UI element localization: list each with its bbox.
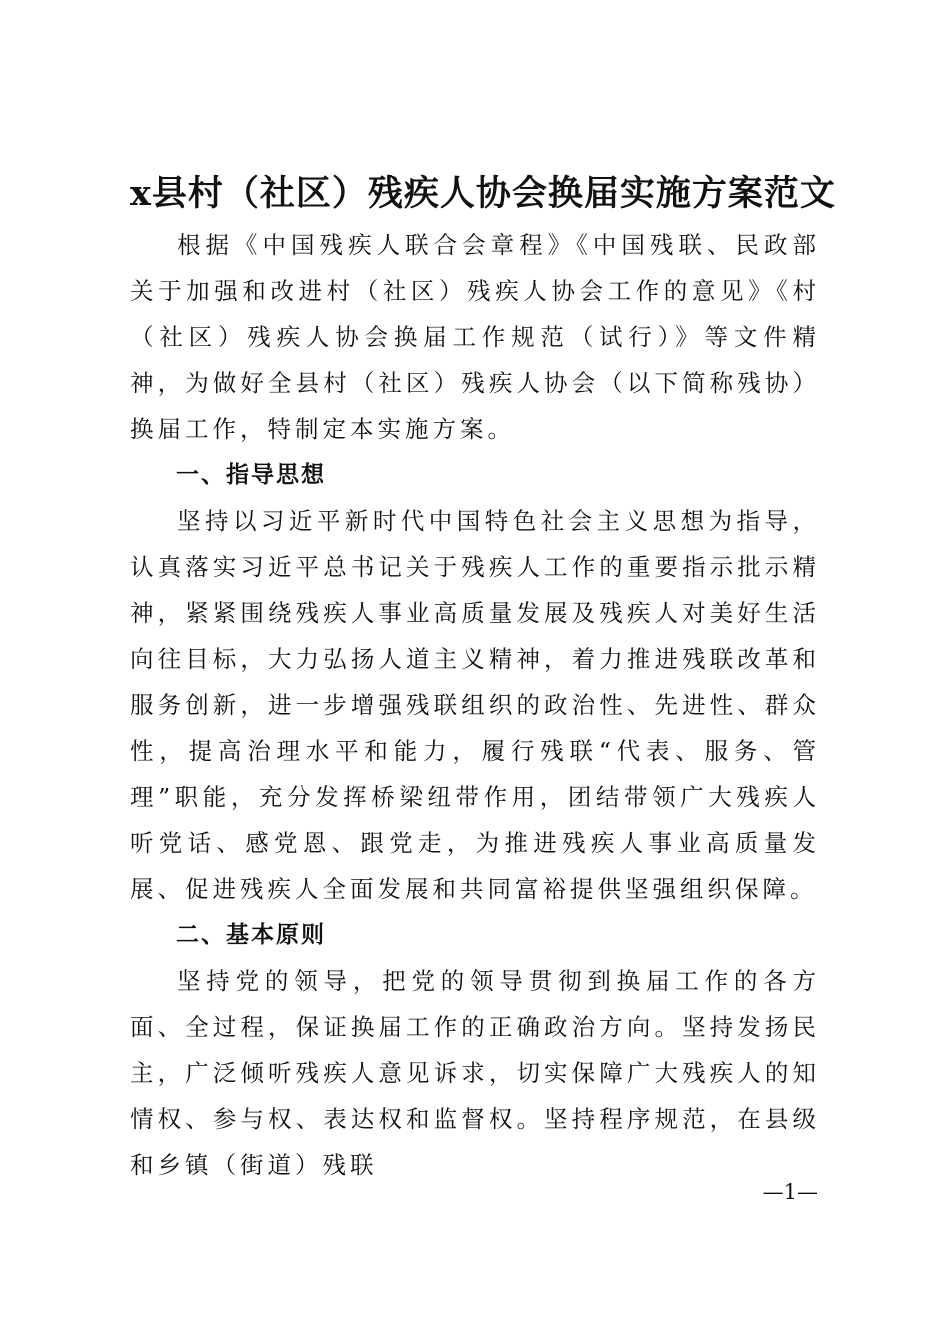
page-number: —1—	[762, 1180, 818, 1204]
document-title: x县村（社区）残疾人协会换届实施方案范文	[130, 173, 836, 214]
section-paragraph-basic-principles: 坚持党的领导，把党的领导贯彻到换届工作的各方面、全过程，保证换届工作的正确政治方向。坚持发扬民主，广泛倾听残疾人意见诉求，切实保障广大残疾人的知情权、参与权、表达权和监督权。坚持程序规范，在县级和乡镇（街道）残联	[130, 967, 820, 1179]
section-paragraph-guiding-ideology: 坚持以习近平新时代中国特色社会主义思想为指导，认真落实习近平总书记关于残疾人工作的重要指示批示精神，紧紧围绕残疾人事业高质量发展及残疾人对美好生活向往目标，大力弘扬人道主义精神，着力推进残联改革和服务创新，进一步增强残联组织的政治性、先进性、群众性，提高治理水平和能力，履行残联“代表、服务、管理”职能，充分发挥桥梁纽带作用，团结带领广大残疾人听党话、感党恩、跟党走，为推进残疾人事业高质量发展、促进残疾人全面发展和共同富裕提供坚强组织保障。	[130, 507, 820, 903]
section-heading-basic-principles: 二、基本原则	[176, 922, 326, 948]
document-body	[130, 222, 820, 1188]
section-heading-guiding-ideology: 一、指导思想	[176, 462, 326, 488]
intro-paragraph: 根据《中国残疾人联合会章程》《中国残联、民政部关于加强和改进村（社区）残疾人协会工作的意见》《村（社区）残疾人协会换届工作规范（试行）》等文件精神，为做好全县村（社区）残疾人协会（以下简称残协）换届工作，特制定本实施方案。	[130, 231, 820, 443]
